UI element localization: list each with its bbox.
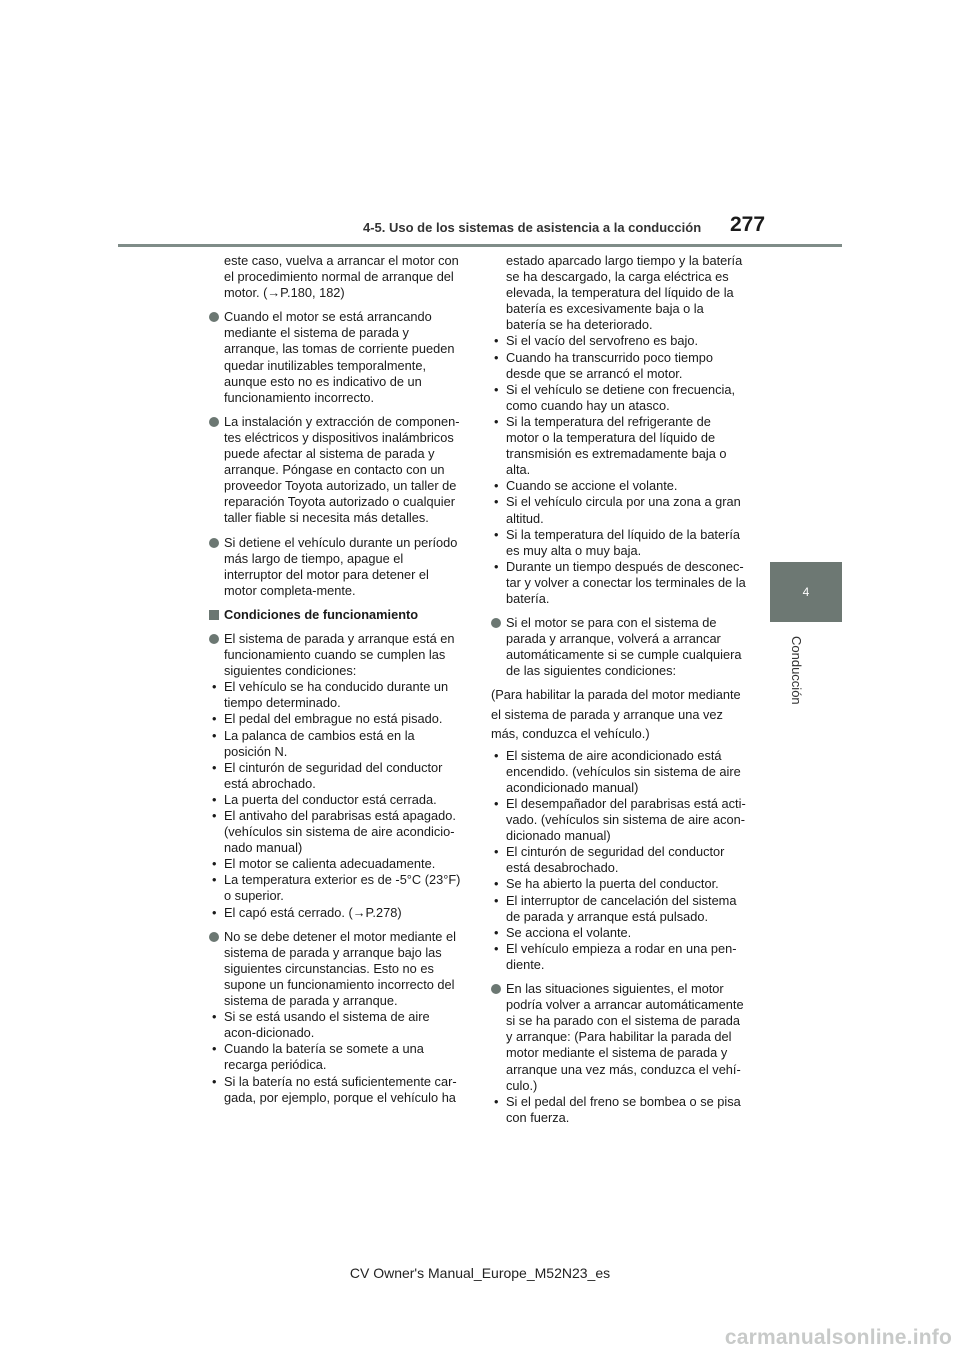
bullet-dot-icon <box>209 417 219 427</box>
paragraph: (Para habilitar la parada del motor mediante <box>491 687 741 703</box>
list-item: • El cinturón de seguridad del conductor está abrochado. <box>209 760 465 792</box>
bullet-dot-icon <box>491 984 501 994</box>
chapter-label: Conducción <box>789 636 804 705</box>
list-item: • La palanca de cambios está en la posición N. <box>209 728 465 760</box>
list-item: • El vehículo empieza a rodar en una pen-diente. <box>491 941 747 973</box>
list-item: • El capó está cerrado. (→P.278) <box>209 905 465 921</box>
list-item: • Cuando la batería se somete a una recarga periódica. <box>209 1041 465 1073</box>
list-item: • El pedal del embrague no está pisado. <box>209 711 465 727</box>
conditions-list <box>209 679 465 920</box>
list-item: • La puerta del conductor está cerrada. <box>209 792 465 808</box>
bullet-dot-icon <box>209 312 219 322</box>
bullet-paragraph: El sistema de parada y arranque está en funcionamiento cuando se cumplen las siguientes condiciones: • El vehículo se ha conducido durante un tiempo determinado. • El pedal del embrague no está pisado. • La palanca de cambios está en la posición N. • El cinturón de seguridad del conductor está abrochado. • La puerta del conductor está cerrada. • El antivaho del parabrisas está apagado. (vehículos sin sistema de aire acondicio-nado manual) • El motor se calienta adecuadamente. • La temperatura exterior es de -5°C (23°F) o superior. • El capó está cerrado. (→P.278) <box>209 631 465 921</box>
bullet-paragraph: Si el motor se para con el sistema de parada y arranque, volverá a arrancar automáticamente si se cumple cualquiera de las siguientes condiciones: <box>491 615 747 679</box>
list-item: • El sistema de aire acondicionado está encendido. (vehículos sin sistema de aire acondicionado manual) <box>491 748 747 796</box>
list-item: • El antivaho del parabrisas está apagado. (vehículos sin sistema de aire acondicio-nado manual) <box>209 808 465 856</box>
restart-conditions-list <box>491 748 747 973</box>
paragraph: más, conduzca el vehículo.) <box>491 725 650 741</box>
paragraph: este caso, vuelva a arrancar el motor con el procedimiento normal de arranque del motor. (→P.180, 182) <box>224 253 459 301</box>
situations-list <box>491 1094 747 1126</box>
list-item: • Cuando ha transcurrido poco tiempo desde que se arrancó el motor. <box>491 350 747 382</box>
circumstances-list <box>209 1009 465 1106</box>
section-title: 4-5. Uso de los sistemas de asistencia a la conducción <box>363 220 702 235</box>
chapter-tab[interactable] <box>770 562 842 622</box>
list-item: • Cuando se accione el volante. <box>491 478 747 494</box>
right-column <box>491 253 747 1134</box>
bullet-paragraph: Cuando el motor se está arrancando mediante el sistema de parada y arranque, las tomas de corriente pueden quedar inutilizables temporalmente, aunque esto no es indicativo de un funcionamiento incorrecto. <box>209 309 465 406</box>
list-item: • Se acciona el volante. <box>491 925 747 941</box>
list-item: • Si se está usando el sistema de aire acon-dicionado. <box>209 1009 465 1041</box>
list-item: • Si el vehículo se detiene con frecuencia, como cuando hay un atasco. <box>491 382 747 414</box>
bullet-dot-icon <box>209 932 219 942</box>
list-item: • Si la batería no está suficientemente car-gada, por ejemplo, porque el vehículo ha <box>209 1074 465 1106</box>
bullet-dot-icon <box>209 538 219 548</box>
chapter-number: 4 <box>802 585 810 599</box>
list-item: • Durante un tiempo después de desconec-tar y volver a conectar los terminales de la batería. <box>491 559 747 607</box>
footer-manual-name: CV Owner's Manual_Europe_M52N23_es <box>349 1265 611 1281</box>
page-number: 277 <box>730 213 766 236</box>
list-item: • Si el vehículo circula por una zona a gran altitud. <box>491 494 747 526</box>
bullet-dot-icon <box>209 634 219 644</box>
bullet-paragraph: Si detiene el vehículo durante un período más largo de tiempo, apague el interruptor del motor para detener el motor completa-mente. <box>209 535 465 599</box>
list-item: • El vehículo se ha conducido durante un tiempo determinado. <box>209 679 465 711</box>
list-item: • El desempañador del parabrisas está acti-vado. (vehículos sin sistema de aire acon-dicionado manual) <box>491 796 747 844</box>
subheading: Condiciones de funcionamiento <box>209 607 465 623</box>
watermark: carmanualsonline.info <box>724 1326 952 1349</box>
bullet-paragraph: En las situaciones siguientes, el motor podría volver a arrancar automáticamente si se ha parado con el sistema de parada y arranque: (Para habilitar la parada del motor mediante el sistema de parada y arranque una vez más, conduzca el vehí-culo.) • Si el pedal del freno se bombea o se pisa con fuerza. <box>491 981 747 1126</box>
list-item: • Se ha abierto la puerta del conductor. <box>491 876 747 892</box>
list-item: • Si la temperatura del líquido de la batería es muy alta o muy baja. <box>491 527 747 559</box>
bullet-dot-icon <box>491 618 501 628</box>
list-item: • El interruptor de cancelación del sistema de parada y arranque está pulsado. <box>491 893 747 925</box>
list-item-continued: estado aparcado largo tiempo y la batería se ha descargado, la carga eléctrica es elevada, la temperatura del líquido de la batería es excesivamente baja o la batería se ha deteriorado. <box>506 253 743 333</box>
bullet-paragraph: No se debe detener el motor mediante el sistema de parada y arranque bajo las siguientes circunstancias. Esto no es supone un funcionamiento incorrecto del sistema de parada y arranque. • Si se está usando el sistema de aire acon-dicionado. • Cuando la batería se somete a una recarga periódica. • Si la batería no está suficientemente car-gada, por ejemplo, porque el vehículo ha <box>209 929 465 1106</box>
header-divider <box>118 244 842 247</box>
paragraph: el sistema de parada y arranque una vez <box>491 706 723 722</box>
list-item: • Si el pedal del freno se bombea o se pisa con fuerza. <box>491 1094 747 1126</box>
bullet-paragraph: La instalación y extracción de componen-tes eléctricos y dispositivos inalámbricos puede afectar al sistema de parada y arranque. Póngase en contacto con un proveedor Toyota autorizado, un taller de reparación Toyota autorizado o cualquier taller fiable si necesita más detalles. <box>209 414 465 527</box>
list-continuation <box>491 253 747 607</box>
list-item: • Si el vacío del servofreno es bajo. <box>491 333 747 349</box>
list-item: • La temperatura exterior es de -5°C (23°F) o superior. <box>209 872 465 904</box>
list-item: • El cinturón de seguridad del conductor está desabrochado. <box>491 844 747 876</box>
circumstances-list-continued <box>491 333 747 607</box>
square-bullet-icon <box>209 610 219 620</box>
list-item: • Si la temperatura del refrigerante de motor o la temperatura del líquido de transmisión es extremadamente baja o alta. <box>491 414 747 478</box>
list-item: • El motor se calienta adecuadamente. <box>209 856 465 872</box>
left-column <box>209 253 465 1114</box>
